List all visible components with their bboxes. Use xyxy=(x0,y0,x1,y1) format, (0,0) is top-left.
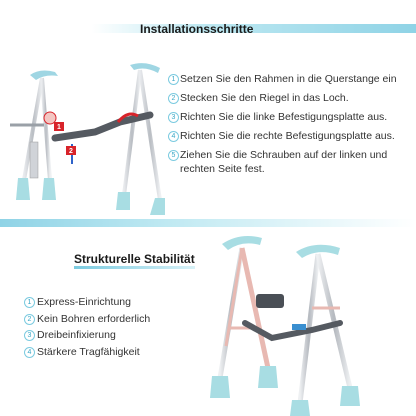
step-text: Stecken Sie den Riegel in das Loch. xyxy=(180,92,349,104)
left-rear-leg xyxy=(42,78,50,180)
middle-divider-band xyxy=(0,219,416,227)
middle-crossbar xyxy=(55,115,150,138)
left-handle xyxy=(222,236,262,250)
left-front-foot xyxy=(16,178,30,200)
step-number: 3 xyxy=(168,112,179,123)
callout-2-label: 2 xyxy=(69,148,73,155)
clamp-detail xyxy=(292,324,306,330)
step-number: 1 xyxy=(168,74,179,85)
step-item xyxy=(168,91,414,105)
callout-1 xyxy=(54,122,64,131)
step-text: Ziehen Sie die Schrauben auf der linken und rechten Seite fest. xyxy=(180,149,388,175)
step-text: Richten Sie die rechte Befestigungsplatte aus. xyxy=(180,130,395,142)
left-adjust-tube xyxy=(30,142,38,178)
right-front-foot xyxy=(290,400,310,416)
right-rear-foot xyxy=(340,386,360,406)
right-rear-leg xyxy=(140,70,160,200)
step-item xyxy=(168,110,414,124)
left-front-leg-highlight xyxy=(226,248,242,346)
installation-illustration xyxy=(0,60,165,220)
right-rear-foot xyxy=(150,198,165,215)
feature-text: Express-Einrichtung xyxy=(37,296,131,308)
feature-item xyxy=(24,295,174,309)
right-frame xyxy=(116,63,165,215)
feature-item xyxy=(24,312,174,326)
right-front-foot xyxy=(116,192,130,210)
feature-text: Stärkere Tragfähigkeit xyxy=(37,345,140,358)
title-underline xyxy=(74,266,195,269)
feature-number: 4 xyxy=(24,347,35,358)
step-text: Richten Sie die linke Befestigungsplatte aus. xyxy=(180,111,388,123)
step-item xyxy=(168,72,414,86)
left-rear-foot xyxy=(258,366,278,388)
feature-text: Dreibeinfixierung xyxy=(37,329,116,341)
step-number: 4 xyxy=(168,131,179,142)
left-frame xyxy=(10,71,58,200)
step-item xyxy=(168,129,414,143)
step-number: 2 xyxy=(168,93,179,104)
callout-2 xyxy=(66,146,76,155)
left-front-foot xyxy=(210,376,230,398)
seat-pad xyxy=(256,294,284,308)
right-rear-leg xyxy=(318,254,350,388)
installation-steps xyxy=(168,72,414,181)
right-handle-top xyxy=(130,63,160,73)
stability-illustration xyxy=(200,228,416,416)
step-item xyxy=(168,148,414,176)
left-rear-foot xyxy=(42,178,56,200)
feature-list xyxy=(24,295,174,361)
feature-number: 3 xyxy=(24,330,35,341)
feature-number: 1 xyxy=(24,297,35,308)
callout-1-label: 1 xyxy=(57,124,61,131)
step-number: 5 xyxy=(168,150,179,161)
feature-item xyxy=(24,328,174,342)
step-text: Setzen Sie den Rahmen in die Querstange ein xyxy=(180,73,397,85)
installation-title: Installationsschritte xyxy=(140,22,254,36)
feature-text: Kein Bohren erforderlich xyxy=(37,312,151,325)
feature-item xyxy=(24,345,174,359)
stability-title: Strukturelle Stabilität xyxy=(74,252,195,266)
right-front-leg xyxy=(124,70,140,195)
feature-number: 2 xyxy=(24,314,35,325)
